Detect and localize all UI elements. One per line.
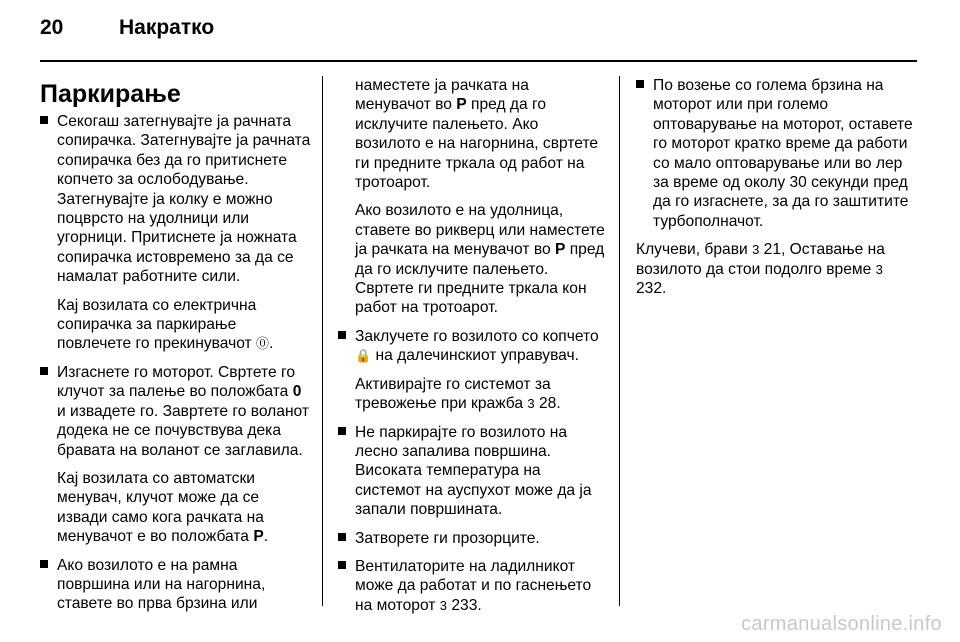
- paragraph-text: Клучеви, брави: [636, 241, 748, 259]
- page-number: 20: [40, 16, 64, 39]
- paragraph-text: Кај возилата со електрична сопирачка за паркирање повлечете го прекинувачот: [57, 296, 257, 353]
- page-header: [40, 16, 920, 52]
- cross-ref-icon: 3: [752, 242, 760, 258]
- paragraph-text: Ако возилото е на удолница, ставете во рикверц или наместете ја рачката на менувачот во: [355, 202, 605, 259]
- bullet-item: [338, 423, 606, 520]
- bullet-icon: [40, 367, 48, 375]
- cross-ref-icon: 3: [875, 261, 883, 277]
- header-rule: [40, 60, 917, 62]
- bullet-icon: [338, 331, 346, 339]
- paragraph-text: Кај возилата со автоматски менувач, клучот може да се извади само кога рачката на менувачот е во положбата: [57, 469, 264, 546]
- bullet-text: Вентилаторите на ладилникот може да работат и по гаснењето на моторот: [355, 557, 592, 614]
- column-2: [338, 76, 606, 624]
- bullet-text: Заклучете го возилото со копчето: [355, 327, 599, 345]
- bullet-item: [40, 363, 312, 460]
- paragraph-text: наместете ја рачката на менувачот во: [355, 77, 529, 114]
- cross-ref-icon: 3: [439, 597, 448, 613]
- bullet-icon: [338, 533, 346, 541]
- bullet-item: [40, 556, 312, 614]
- bullet-item: [338, 529, 606, 548]
- bullet-item: [338, 327, 606, 366]
- bullet-icon: [40, 560, 48, 568]
- column-3: [636, 76, 916, 307]
- ignition-position: 0: [292, 383, 302, 401]
- paragraph: [338, 76, 606, 192]
- paragraph: [338, 375, 606, 414]
- bullet-icon: [338, 561, 346, 569]
- paragraph-end: .: [263, 528, 269, 546]
- paragraph-text-cont[interactable]: 21, Оставање на возилото да стои подолго време: [636, 241, 885, 278]
- gear-position: P: [456, 96, 467, 114]
- section-title: Паркирање: [40, 80, 181, 108]
- bullet-icon: [636, 80, 644, 88]
- bullet-text: Затворете ги прозорците.: [355, 529, 540, 547]
- paragraph-text: Активирајте го системот за тревожење при кражба: [355, 375, 551, 413]
- bullet-item: [40, 112, 312, 287]
- bullet-icon: [40, 116, 48, 124]
- paragraph: [40, 296, 312, 354]
- page-ref[interactable]: 28.: [538, 395, 561, 413]
- paragraph-end: .: [269, 335, 274, 353]
- bullet-item: [338, 557, 606, 615]
- watermark: carmanualsonline.info: [741, 613, 942, 635]
- page-ref[interactable]: 232.: [636, 280, 667, 298]
- paragraph: [636, 240, 916, 298]
- bullet-item: [636, 76, 916, 231]
- cross-ref-icon: 3: [527, 396, 535, 412]
- bullet-text: Не паркирајте го возилото на лесно запалива површина. Високата температура на системот на ауспухот може да ја запали површината.: [355, 423, 592, 519]
- running-title: Накратко: [119, 16, 215, 39]
- paragraph: [40, 469, 312, 547]
- column-divider-1: [322, 76, 323, 606]
- bullet-text: Секогаш затегнувајте ја рачната сопирачка. Затегнувајте ја рачната сопирачка без да го притиснете копчето за ослободување. Затегнувајте ја колку е можно поцврсто на удолници или угорници. Притиснете ја ножната сопирачка истовремено за да се намалат работните сили.: [57, 113, 311, 286]
- page-ref[interactable]: 233.: [451, 596, 482, 614]
- paragraph: [338, 201, 606, 317]
- bullet-text: По возење со голема брзина на моторот или при големо оптоварување на моторот, оставете го моторот кратко време да работи со мало оптоварување или во лер за време од околу 30 секунди пред да го изгаснете, за да го заштитите турбополначот.: [653, 77, 913, 230]
- paragraph-text-cont: пред да го исклучите палењето. Ако возилото е на нагорнина, свртете ги предните тркала од работ на тротоарот.: [355, 96, 599, 192]
- paragraph-text-cont: пред да го исклучите палењето. Свртете ги предните тркала кон работ на тротоарот.: [355, 241, 605, 317]
- bullet-text: Ако возилото е на рамна површина или на нагорнина, ставете во прва брзина или: [57, 556, 266, 613]
- lock-icon: 🔒: [355, 348, 372, 364]
- bullet-icon: [338, 427, 346, 435]
- column-1: [40, 80, 312, 623]
- parking-brake-switch-icon: ⓪: [256, 336, 270, 352]
- column-divider-2: [619, 76, 620, 606]
- bullet-text-cont: на далечинскиот управувач.: [375, 347, 579, 365]
- bullet-text: Изгаснете го моторот. Свртете го клучот за палење во положбата: [57, 363, 296, 401]
- bullet-text-cont: и извадете го. Завртете го воланот додека не се почувствува дека бравата на воланот се заглавила.: [57, 402, 310, 459]
- gear-position: P: [554, 241, 566, 259]
- gear-position: P: [253, 528, 264, 546]
